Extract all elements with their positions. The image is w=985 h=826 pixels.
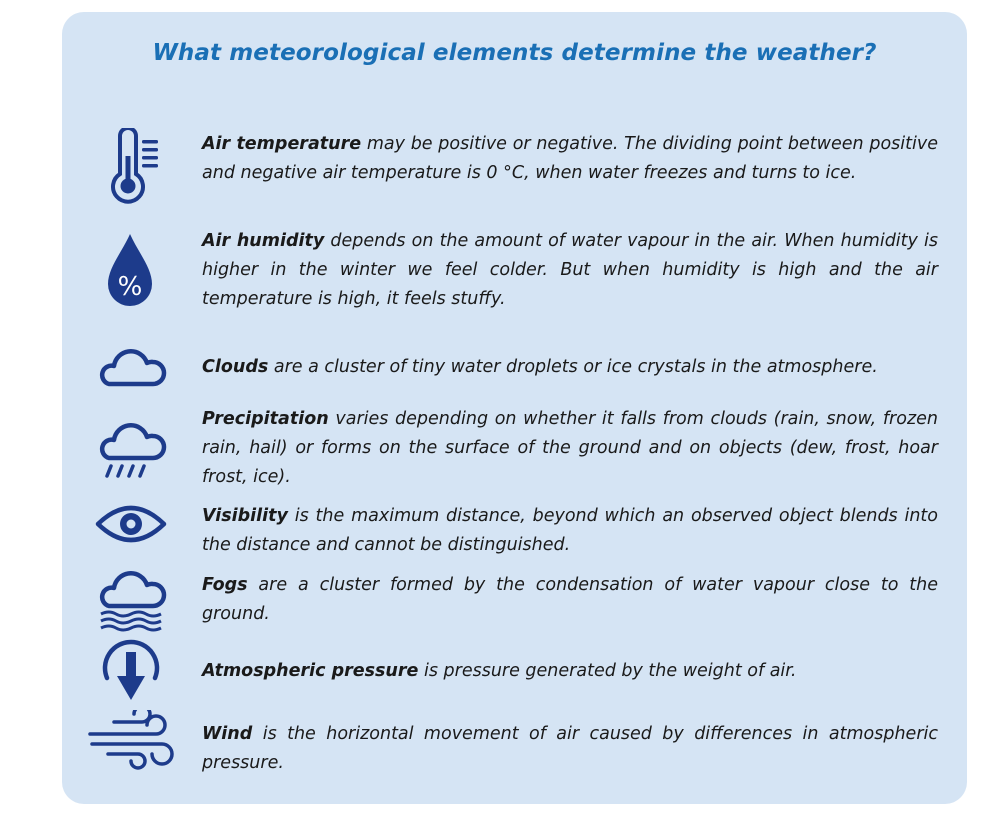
pressure-icon (97, 638, 165, 706)
thermometer-icon (110, 128, 162, 208)
item-atmospheric-pressure: Atmospheric pressure is pressure generated by the weight of air. (202, 661, 797, 681)
item-clouds: Clouds are a cluster of tiny water droplets or ice crystals in the atmosphere. (202, 357, 878, 377)
humidity-percent-label: % (117, 272, 143, 302)
item-fogs: Fogs are a cluster formed by the condensation of water vapour close to the ground. (202, 575, 938, 624)
item-visibility: Visibility is the maximum distance, beyond which an observed object blends into the distance and cannot be distinguished. (202, 506, 938, 555)
wind-icon (86, 710, 176, 772)
rain-cloud-icon (95, 410, 167, 482)
item-precipitation: Precipitation varies depending on whether it falls from clouds (rain, snow, frozen rain, hail) or forms on the surface of the ground and on objects (dew, frost, hoar frost, ice). (202, 409, 938, 487)
item-air-humidity: Air humidity depends on the amount of water vapour in the air. When humidity is higher in the winter we feel colder. But when humidity is high and the air temperature is high, it feels stuffy. (202, 231, 938, 309)
fog-cloud-icon (95, 562, 167, 634)
item-wind: Wind is the horizontal movement of air caused by differences in atmospheric pressure. (202, 724, 938, 773)
page-title: What meteorological elements determine the weather? (152, 40, 877, 66)
item-air-temperature: Air temperature may be positive or negative. The dividing point between positive and negative air temperature is 0 °C, when water freezes and turns to ice. (202, 134, 938, 183)
humidity-drop-icon (106, 232, 154, 310)
eye-icon (95, 500, 167, 548)
cloud-icon (95, 336, 167, 388)
